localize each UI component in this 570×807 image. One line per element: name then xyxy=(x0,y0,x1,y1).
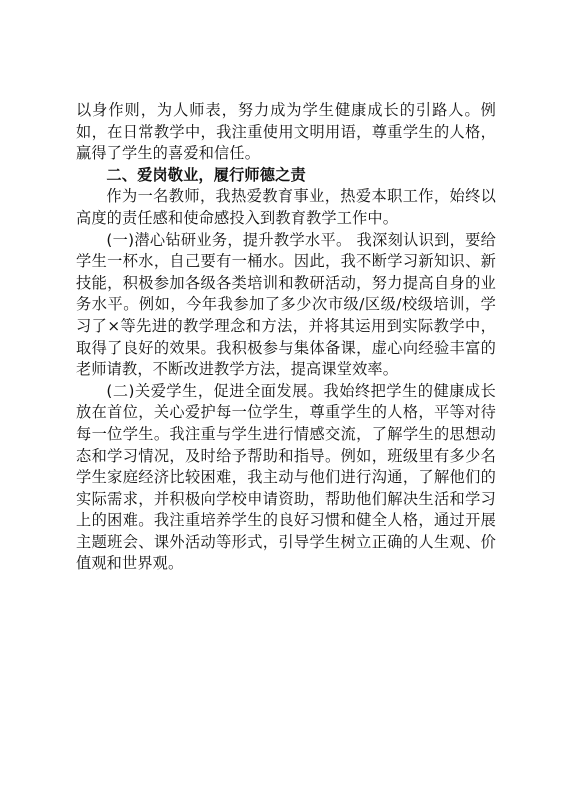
paragraph-continuation: 以身作则，为人师表，努力成为学生健康成长的引路人。例如，在日常教学中，我注重使用文明用语，尊重学生的人格，赢得了学生的喜爱和信任。 xyxy=(76,101,496,163)
paragraph-subsection-1: (一)潜心钻研业务，提升教学水平。 我深刻认识到，要给学生一杯水，自己要有一桶水。因此，我不断学习新知识、新技能，积极参加各级各类培训和教研活动，努力提高自身的业务水平。例如，今年我参加了多少次市级/区级/校级培训，学习了×等先进的教学理念和方法，并将其运用到实际教学中，取得了良好的效果。我积极参与集体备课，虚心向经验丰富的老师请教，不断改进教学方法，提高课堂效率。 xyxy=(76,230,496,379)
paragraph-subsection-2: (二)关爱学生，促进全面发展。我始终把学生的健康成长放在首位，关心爱护每一位学生，尊重学生的人格，平等对待每一位学生。我注重与学生进行情感交流，了解学生的思想动态和学习情况，及时给予帮助和指导。例如，班级里有多少名学生家庭经济比较困难，我主动与他们进行沟通，了解他们的实际需求，并积极向学校申请资助，帮助他们解决生活和学习上的困难。我注重培养学生的良好习惯和健全人格，通过开展主题班会、课外活动等形式，引导学生树立正确的人生观、价值观和世界观。 xyxy=(76,381,496,573)
section-heading: 二、爱岗敬业，履行师德之责 xyxy=(106,165,306,184)
document-body xyxy=(76,100,496,575)
paragraph-intro: 作为一名教师，我热爱教育事业，热爱本职工作，始终以高度的责任感和使命感投入到教育教学工作中。 xyxy=(76,187,496,227)
